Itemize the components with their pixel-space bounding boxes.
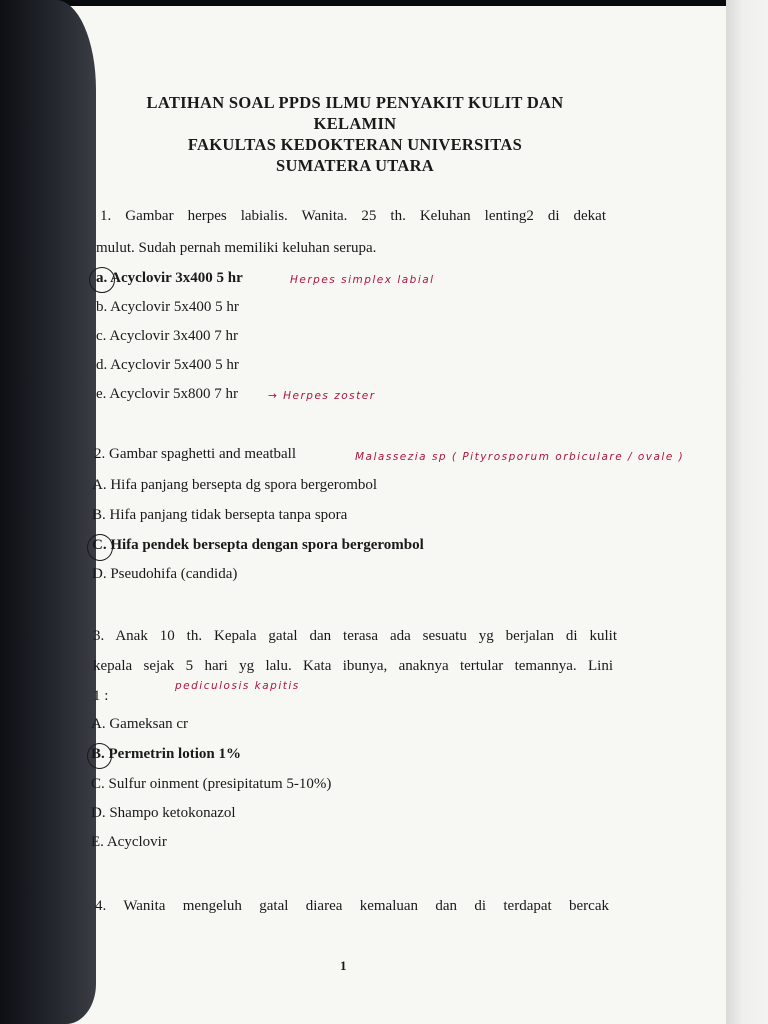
q3-stem-line-1: 3. Anak 10 th. Kepala gatal dan terasa ada sesuatu yg berjalan di kulit xyxy=(93,628,617,644)
q1-option-c: c. Acyclovir 3x400 7 hr xyxy=(96,328,239,344)
q1-stem-line-1: 1. Gambar herpes labialis. Wanita. 25 th. Keluhan lenting2 di dekat xyxy=(100,208,606,224)
document-title xyxy=(110,92,600,176)
q3-option-a: A. Gameksan cr xyxy=(91,716,189,732)
q1-handwritten-note-a: Herpes simplex labial xyxy=(290,274,435,286)
q1-stem-line-2: mulut. Sudah pernah memiliki keluhan serupa. xyxy=(96,240,377,256)
q2-option-d: D. Pseudohifa (candida) xyxy=(92,566,238,582)
q1-option-e: e. Acyclovir 5x800 7 hr xyxy=(96,386,239,402)
q4-stem: 4. Wanita mengeluh gatal diarea kemaluan dan di terdapat bercak xyxy=(95,898,609,914)
q3-option-c: C. Sulfur oinment (presipitatum 5-10%) xyxy=(91,776,332,792)
q2-stem: 2. Gambar spaghetti and meatball xyxy=(94,446,297,462)
page-number: 1 xyxy=(340,958,347,973)
title-line-2: KELAMIN xyxy=(313,114,397,133)
q3-option-e: E. Acyclovir xyxy=(91,834,167,850)
q1-option-b: b. Acyclovir 5x400 5 hr xyxy=(96,299,239,315)
q1-option-d: d. Acyclovir 5x400 5 hr xyxy=(96,357,239,373)
title-line-3: FAKULTAS KEDOKTERAN UNIVERSITAS xyxy=(187,135,523,154)
q2-option-b: B. Hifa panjang tidak bersepta tanpa spora xyxy=(92,507,348,523)
binder-edge xyxy=(0,0,96,1024)
title-line-1: LATIHAN SOAL PPDS ILMU PENYAKIT KULIT DAN xyxy=(146,93,564,112)
q3-stem-line-2: kepala sejak 5 hari yg lalu. Kata ibunya, anaknya tertular temannya. Lini xyxy=(93,658,613,674)
page-right-edge xyxy=(726,0,768,1024)
q2-handwritten-note: Malassezia sp ( Pityrosporum orbiculare / ovale ) xyxy=(355,451,685,463)
q3-option-d: D. Shampo ketokonazol xyxy=(91,805,236,821)
title-line-4: SUMATERA UTARA xyxy=(275,156,435,175)
q2-option-c: C. Hifa pendek bersepta dengan spora bergerombol xyxy=(92,537,424,553)
q3-handwritten-note: pediculosis kapitis xyxy=(175,680,300,692)
q3-stem-line-3: 1 : xyxy=(93,688,109,704)
q1-handwritten-note-e: → Herpes zoster xyxy=(268,390,376,402)
q2-option-a: A. Hifa panjang bersepta dg spora bergerombol xyxy=(92,477,378,493)
q3-option-b: B. Permetrin lotion 1% xyxy=(91,746,241,762)
q1-option-a: a. Acyclovir 3x400 5 hr xyxy=(96,270,243,286)
